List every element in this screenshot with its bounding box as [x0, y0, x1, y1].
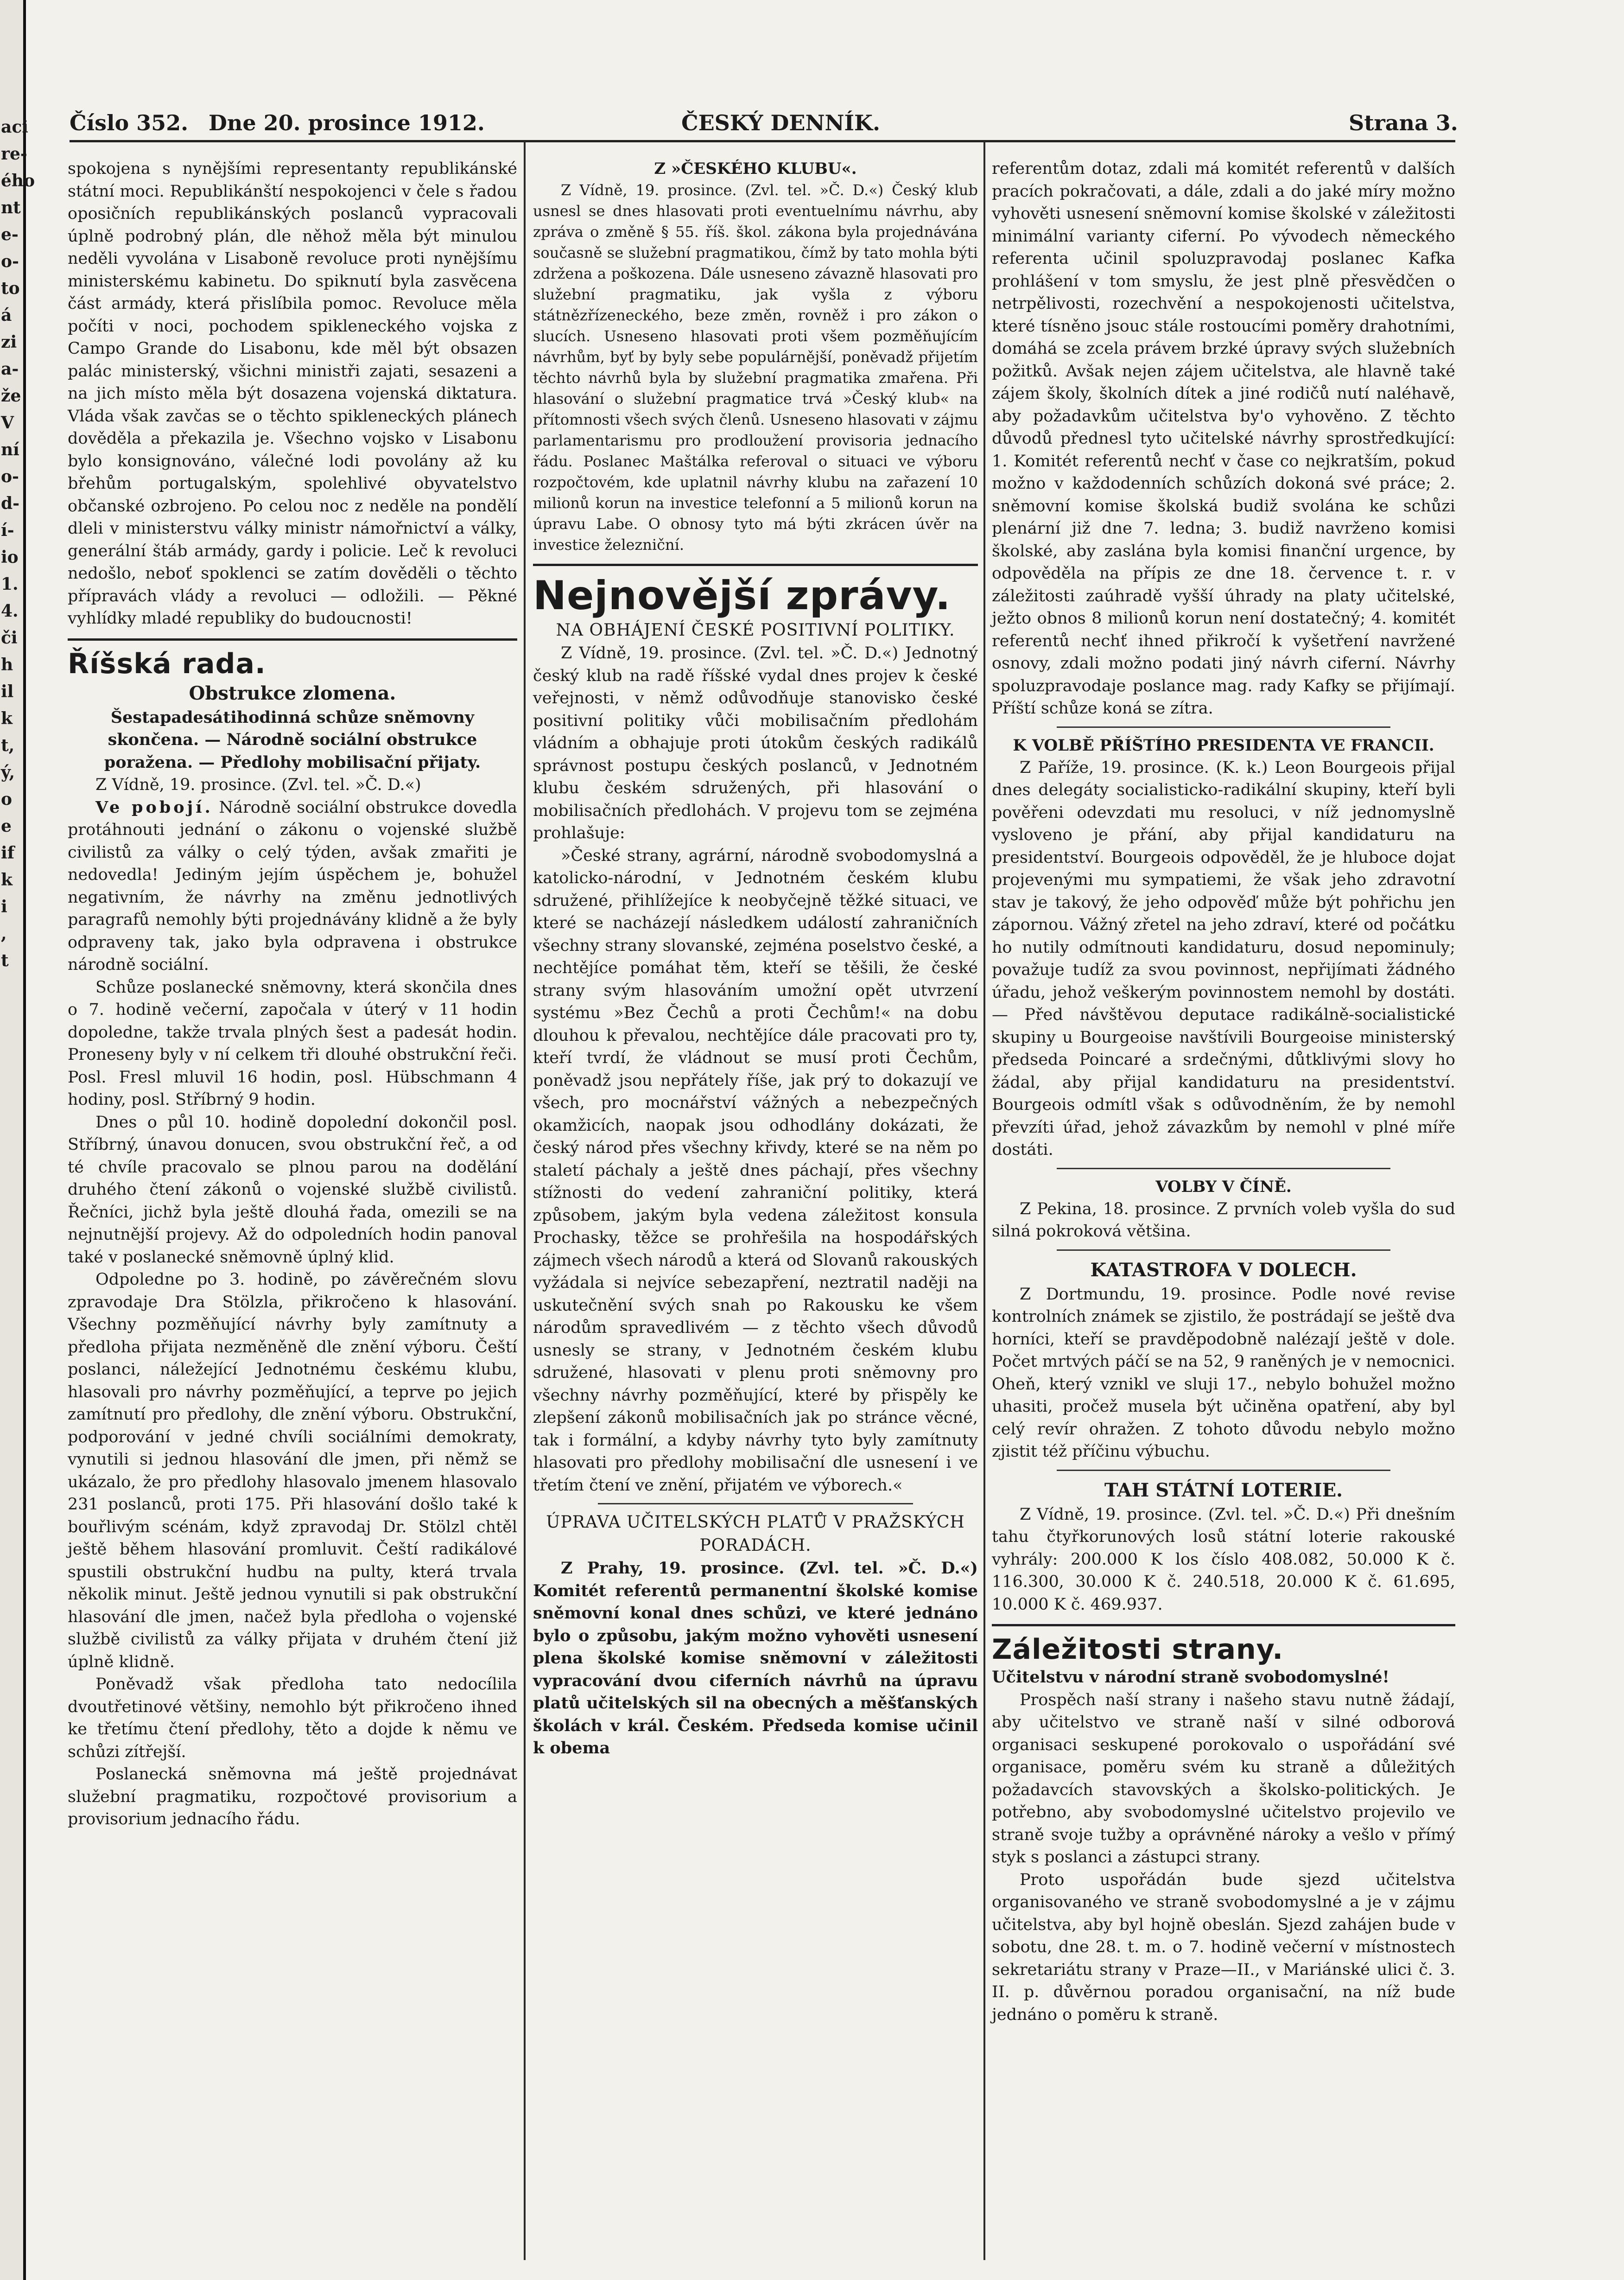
margin-fragment: že — [1, 386, 21, 406]
section-rule — [533, 564, 978, 566]
margin-fragment: io — [1, 548, 19, 567]
article-paragraph: Z Vídně, 19. prosince. (Zvl. tel. »Č. D.«) Při dnešním tahu čtyřkorunových losů státní loterie rakouské vyhrály: 200.000 K los číslo 408.082, 50.000 K č. 116.300, 30.000 K č. 240.518, 20.000 K č. 61.695, 10.000 K č. 469.937. — [992, 1505, 1455, 1614]
headline-summary: Šestapadesátihodinná schůze sněmovny skončena. — Národně sociální obstrukce poražena. — Předlohy mobilisační přijaty. — [104, 707, 481, 772]
margin-fragment: ní — [1, 440, 19, 459]
headline-ucitelstvu: Učitelstvu v národní straně svobodomyslné! — [992, 1668, 1389, 1687]
margin-fragment: ý, — [1, 763, 15, 782]
portugal-article-end: spokojena s nynějšími representanty republikánské státní moci. Republikánští nespokojenci v čele s řadou oposičních republikánských poslanců vypracovali úplně podrobný plán, dle něhož měla být minulou neděli vyvolána v Lisaboně revoluce proti nynějšímu ministerskému kabinetu. Do spiknutí byla zasvěcena část armády, která přislíbila pomoc. Revoluce měla počíti v noci, pochodem spikleneckého vojska z Campo Grande do Lisabonu, kde měl být obsazen palác ministerský, všichni ministři zajati, sesazeni a na jich místo měla být dosazena vojenská diktatura. Vláda však zavčas se o těchto spikleneckých plánech dověděla a překazila je. Všechno vojsko v Lisabonu bylo konsignováno, válečné lodi povolány až ku břehům portugalským, spolehlivé obyvatelstvo občanské ozbrojeno. Po celou noc z neděle na pondělí dleli v ministerstvu války ministr námořnictví a války, generální štáb armády, gardy i policie. Leč k revoluci nedošlo, neboť spoklenci se zatím dověděli o těchto přípravách vlády a revoluci — odložili. — Pěkné vyhlídky mladé republiky do budoucnosti! — [68, 159, 517, 628]
issue-date: Dne 20. prosince 1912. — [209, 110, 485, 135]
margin-fragment: to — [1, 279, 20, 298]
margin-fragment: ého — [1, 171, 35, 191]
margin-fragment: e- — [1, 225, 19, 244]
margin-fragment: h — [1, 655, 13, 675]
article-paragraph: Poslanecká sněmovna má ještě projednávat služební pragmatiku, rozpočtové provisorium a provisorium jednacího řádu. — [68, 1765, 517, 1828]
margin-fragment: i — [1, 897, 7, 917]
headline-cesky-klub: Z »ČESKÉHO KLUBU«. — [654, 159, 857, 178]
margin-fragment: 4. — [1, 601, 19, 621]
article-paragraph: Proto uspořádán bude sjezd učitelstva organisovaného ve straně svobodomyslné a je v zájmu učitelstva, aby byl hojně obeslán. Sjezd zahájen bude v sobotu, dne 28. t. m. o 7. hodině večerní v místnostech sekretariátu strany v Praze—II., v Mariánské ulici č. 3. II. p. důvěrnou poradou organisační, na níž bude jednáno o poměru k straně. — [992, 1870, 1455, 2024]
article-paragraph: Z Dortmundu, 19. prosince. Podle nové revise kontrolních známek se zjistilo, že postrádají se ještě dva horníci, kteří se pravděpodobně nalézají ještě v dole. Počet mrtvých páčí se na 52, 9 raněných je v nemocnici. Oheň, který vznikl ve sluji 17., nebylo bohužel možno uhasiti, pročež musela být učiněna opatření, aby byl celý revír ohražen. Z tohoto důvodu nebylo možno zjistit též příčinu výbuchu. — [992, 1285, 1455, 1461]
margin-fragment: o- — [1, 467, 19, 486]
article-paragraph: Z Vídně, 19. prosince. (Zvl. tel. »Č. D.«) Jednotný český klub na radě říšské vydal dnes projev k české veřejnosti, v němž odůvodňuje stanovisko české positivní politiky vůči mobilisačním předlohám vládním a obhajuje proti útokům českých radikálů správnost postupu českých poslanců, v Jednotném klubu českém sdružených, při hlasování o mobilisačních předlohách. V projevu tom se zejména prohlašuje: — [533, 644, 978, 842]
article-paragraph: Prospěch naší strany i našeho stavu nutně žádají, aby učitelstvo ve straně naší v silné odborová organisaci seskupené porokovalo o uspořádání své organisace, poměru svém ku straně a důležitých požadavcích stavovských a školsko-politických. Je potřebno, aby svobodomyslné učitelstvo projevilo ve straně svoje tužby a oprávněné nároky a vešlo v přímý styk s poslanci a zástupci strany. — [992, 1690, 1455, 1866]
page-header — [70, 110, 1460, 140]
article-quote: »České strany, agrární, národně svobodomyslná a katolicko-národní, v Jednotném českém klubu sdružené, přihlížejíce k neobyčejně těžké situaci, ve které se nacházejí následkem událostí zahraničních všechny strany slovanské, zejména poselstvo české, a nechtějíce pomáhat těm, kteří se těšili, že české strany svým hlasováním umožní opět utvrzení systému »Bez Čechů a proti Čechům!« na dobu dlouhou k převalou, nechtějíce dále pracovati pro ty, kteří tvrdí, že vládnout se musí proti Čechům, poněvadž jsou nepřátely říše, jak prý to dokazují ve všech, pro mocnářství vážných a nebezpečných okamžicích, naopak jsou odhodlány dokázati, že český národ přes všechny křivdy, které se na něm po staletí páchaly a ještě dnes páchají, přes všechny stížnosti do vedení zahraniční politiky, která způsobem, jakým byla vedena záležitost konsula Prochasky, těžce se prohřešila na hospodářských zájmech všech národů a která od Slovanů rakouských vyžádala si nejvíce sebezapření, neztratil naději na uskutečnění svých snah po Rakousku ke všem národům spravedlivém — z těchto všech důvodů usnesly se strany, v Jednotném českém klubu sdružené, hlasovati v plenu proti sněmovny pro všechny návrhy pozměňující, které by přispěly ke zlepšení zákonů mobilisačních jak po stránce věcné, tak i formální, a kdyby návrhy tyto byly zamítnuty hlasovati pro předlohy mobilisační dle usnesení i ve třetím čtení ve znění, přijatém ve výborech.« — [533, 846, 978, 1495]
section-rule — [992, 1624, 1455, 1626]
margin-fragment: či — [1, 628, 18, 648]
margin-fragment: V — [1, 413, 14, 433]
dateline: Z Vídně, 19. prosince. (Zvl. tel. »Č. D.«) — [95, 776, 421, 794]
article-rule — [1057, 1249, 1390, 1251]
margin-fragment: t, — [1, 736, 15, 755]
margin-fragment: í- — [1, 521, 14, 540]
headline-volby-v-cine: VOLBY V ČÍNĚ. — [1155, 1177, 1292, 1196]
column-divider-1 — [524, 141, 526, 2260]
headline-obhajeni: NA OBHÁJENÍ ČESKÉ POSITIVNÍ POLITIKY. — [556, 621, 955, 640]
section-title-zalezitosti-strany: Záležitosti strany. — [992, 1633, 1284, 1666]
article-rule — [1057, 1168, 1390, 1169]
article-paragraph: Z Pekina, 18. prosince. Z prvních voleb vyšla do sud silná pokroková většina. — [992, 1199, 1455, 1241]
article-paragraph: referentům dotaz, zdali má komitét referentů v dalších pracích pokračovati, a dále, zdali a do jaké míry možno vyhověti usnesení sněmovní komise školské v záležitosti minimální varianty ciferní. Po vývodech německého referenta učinil spoluzpravodaj poslanec Kafka prohlášení v tom smyslu, že jest plně přesvědčen o netrpělivosti, rozechvění a nespokojenosti učitelstva, které tísněno jsouc stále rostoucími poměry drahotními, domáhá se zcela právem brzké úpravy svých služebních požitků. Avšak nejen zájem učitelstva, ale hlavně také zájem školy, školních dítek a jiné rodičů nutí naléhavě, aby požadavkům učitelstva by'o vyhověno. Z těchto důvodů přednesl tyto učitelské návrhy sprostředkující: 1. Komitét referentů nechť v čase co nejkratším, pokud možno v každodenních schůzích dokoná své práce; 2. sněmovní komise školská budiž svolána ke schůzi plenární již dne 7. ledna; 3. budiž navrženo komisi školské, aby zaslána byla komisi finanční urgence, by odpověděla na přípis ze dne 18. července t. r. v záležitosti zaúhradě vyšší úhrady na platy učitelské, ježto obnos 8 milionů korun není dostatečný; 4. komitét referentů nechť ihned přikročí k vyšetření navržené osnovy, zdali možno podati jiný návrh ciferní. Návrhy spoluzpravodaje poslance mag. rady Kafky se přijímají. Příští schůze koná se zítra. — [992, 159, 1455, 718]
margin-fragment: il — [1, 682, 14, 701]
article-paragraph: Z Paříže, 19. prosince. (K. k.) Leon Bourgeois přijal dnes delegáty socialisticko-radikální skupiny, kteří byli pověřeni odevzdati mu resoluci, v níž jednomyslně vysloveno je přání, aby přijal kandidaturu na presidentství. Bourgeois odpověděl, že je hluboce dojat projevenými mu sympatiemi, že však jeho zdravotní stav je takový, že jeho odpověď může být pohřichu jen zápornou. Vážný zřetel na jeho zdraví, které od počátku ho nutily odmítnouti kandidaturu, dosud nepominuly; považuje tudíž za svou povinnost, nepřijímati žádného úřadu, jehož veškerým povinnostem nemohl by dostáti. — Před návštěvou deputace radikálně-socialistické skupiny u Bourgeoise navštívili Bourgeoise ministerský předseda Poincaré a srdečnými, důtklivými slovy ho žádal, aby přijal kandidaturu na presidentství. Bourgeois odmítl však s odůvodněním, že by nemohl převzíti úřad, jehož závazkům by nemohl v plné míře dostáti. — [992, 758, 1455, 1159]
margin-fragment: d- — [1, 494, 20, 513]
column-3 — [992, 158, 1455, 2026]
article-paragraph: Poněvadž však předloha tato nedocílila dvoutřetinové většiny, nemohlo být přikročeno ihned ke třetímu čtení předlohy, těto a dojde k němu ve schůzi zítřejší. — [68, 1675, 517, 1761]
margin-fragment: o — [1, 790, 13, 809]
margin-fragment: k — [1, 870, 13, 890]
margin-fragment: e — [1, 816, 12, 836]
article-paragraph: Národně sociální obstrukce dovedla protáhnouti jednání o zákonu o vojenské službě civilistů za války o celý týden, avšak zmařiti je nedovedla! Jediným jejím úspěchem je, bohužel negativním, že návrhy na změnu jednotlivých paragrafů nemohly býti projednávány klidně a že byly odpraveny tak, jako byla odpravena i obstrukce národně sociální. — [68, 798, 517, 974]
section-title-nejnovejsi-zpravy: Nejnovější zprávy. — [533, 573, 951, 619]
margin-fragment: 1. — [1, 574, 19, 594]
article-paragraph: Schůze poslanecké sněmovny, která skončila dnes o 7. hodině večerní, započala v úterý v 11 hodin dopoledne, takže trvala plných šest a padesát hodin. Proneseny byly v ní celkem tři dlouhé obstrukční řeči. Posl. Fresl mluvil 16 hodin, posl. Hübschmann 4 hodiny, posl. Stříbrný 9 hodin. — [68, 978, 517, 1109]
headline-loterie: TAH STÁTNÍ LOTERIE. — [1104, 1479, 1343, 1501]
column-1 — [68, 158, 517, 1831]
margin-fragment: o- — [1, 252, 19, 271]
column-2 — [533, 158, 978, 1760]
page-number: Strana 3. — [1349, 110, 1458, 135]
article-rule — [1057, 1470, 1390, 1471]
article-paragraph: Odpoledne po 3. hodině, po závěrečném slovu zpravodaje Dra Stölzla, přikročeno k hlasování. Všechny pozměňující návrhy byly zamítnuty a předloha přijata nezměněně dle znění výboru. Čeští poslanci, náležející Jednotnému českému klubu, hlasovali pro návrhy pozměňující, a teprve po jejich zamítnutí pro předlohy, dle znění výboru. Obstrukční, podporování v jedné chvíli sociálními demokraty, vynutili si jednou hlasování dle jmen, při němž se ukázalo, že pro předlohy hlasovalo jmenem hlasovalo 231 poslanců, proti 175. Při hlasování došlo také k bouřlivým scénám, když zpravodaj Dr. Stölzl chtěl ještě během hlasování promluvit. Čeští radikálové spustili obstrukční hudbu na pulty, která trvala několik minut. Ještě jednou vynutili si pak obstrukční hlasování dle jmen, načež byla předloha o vojenské službě civilistů za války přijata v druhém čtení již úplně klidně. — [68, 1270, 517, 1671]
margin-fragment: t — [1, 951, 9, 970]
previous-page-margin — [0, 0, 35, 2280]
headline-volba-presidenta: K VOLBĚ PŘÍŠTÍHO PRESIDENTA VE FRANCII. — [1013, 736, 1434, 755]
margin-fragment: k — [1, 709, 13, 728]
header-rule — [70, 140, 1455, 142]
issue-number: Číslo 352. — [70, 110, 189, 135]
article-paragraph: Dnes o půl 10. hodině dopolední dokončil posl. Stříbrný, únavou donucen, svou obstrukční řeč, a od té chvíle pracovalo se plnou parou na dodělání druhého čtení zákonů o vojenské službě civilistů. Řečníci, jichž byla ještě dlouhá řada, omezili se na nejnutnější projevy. Až do odpoledních hodin panoval také v poslanecké sněmovně úplný klid. — [68, 1113, 517, 1267]
paragraph-lead: Ve pobojí. — [95, 797, 213, 817]
margin-fragment: re- — [1, 144, 27, 164]
margin-fragment: aci — [1, 117, 28, 137]
masthead: ČESKÝ DENNÍK. — [681, 110, 881, 135]
margin-fragment: a- — [1, 359, 19, 379]
article-rule — [1057, 726, 1390, 728]
margin-fragment: á — [1, 306, 12, 325]
headline-obstrukce: Obstrukce zlomena. — [189, 682, 396, 704]
margin-fragment: nt — [1, 198, 21, 217]
section-title-rissska-rada: Říšská rada. — [68, 647, 266, 680]
article-paragraph: Z Prahy, 19. prosince. (Zvl. tel. »Č. D.«) Komitét referentů permanentní školské komise sněmovní konal dnes schůzi, ve které jednáno bylo o způsobu, jakým možno vyhověti usnesení plena školské komise sněmovní v záležitosti vypracování dvou ciferních návrhů na úpravu platů učitelských sil na obecných a měšťanských školách v král. Českém. Předseda komise učinil k obema — [533, 1559, 978, 1758]
margin-fragment: if — [1, 843, 15, 863]
article-paragraph: Z Vídně, 19. prosince. (Zvl. tel. »Č. D.«) Český klub usnesl se dnes hlasovati proti eventuelnímu návrhu, aby zpráva o změně § 55. říš. škol. zákona byla projednávána současně se služební pragmatikou, čímž by tato mohla býti zdržena a poškozena. Dále usneseno závazně hlasovati pro služební pragmatiku, jak vyšla z výboru státnězřízeneckého, beze změn, rovněž i pro zákon o slucích. Usneseno hlasovati proti všem pozměňujícím návrhům, byť by byly sebe populárnější, poněvadž přijetím těchto návrhů byla by služební pragmatika zmařena. Při hlasování o služební pragmatice trvá »Český klub« na přítomnosti všech svých členů. Usneseno hlasovati v zájmu parlamentarismu pro prodloužení provisoria jednacího řádu. Poslanec Maštálka referoval o situaci ve výboru rozpočtovém, kde uplatnil návrhy klubu na zařazení 10 milionů korun na investice telefonní a 5 milionů korun na úpravu Labe. O obnosy tyto má býti zkrácen úvěr na investice železniční. — [533, 181, 978, 554]
margin-fragment: , — [1, 924, 7, 943]
margin-fragment: zi — [1, 332, 17, 352]
section-rule — [68, 638, 517, 641]
article-rule — [598, 1503, 913, 1504]
headline-uprava-platu: ÚPRAVA UČITELSKÝCH PLATŮ V PRAŽSKÝCH PORADÁCH. — [546, 1513, 965, 1555]
headline-katastrofa: KATASTROFA V DOLECH. — [1090, 1259, 1357, 1281]
column-divider-2 — [983, 141, 985, 2260]
